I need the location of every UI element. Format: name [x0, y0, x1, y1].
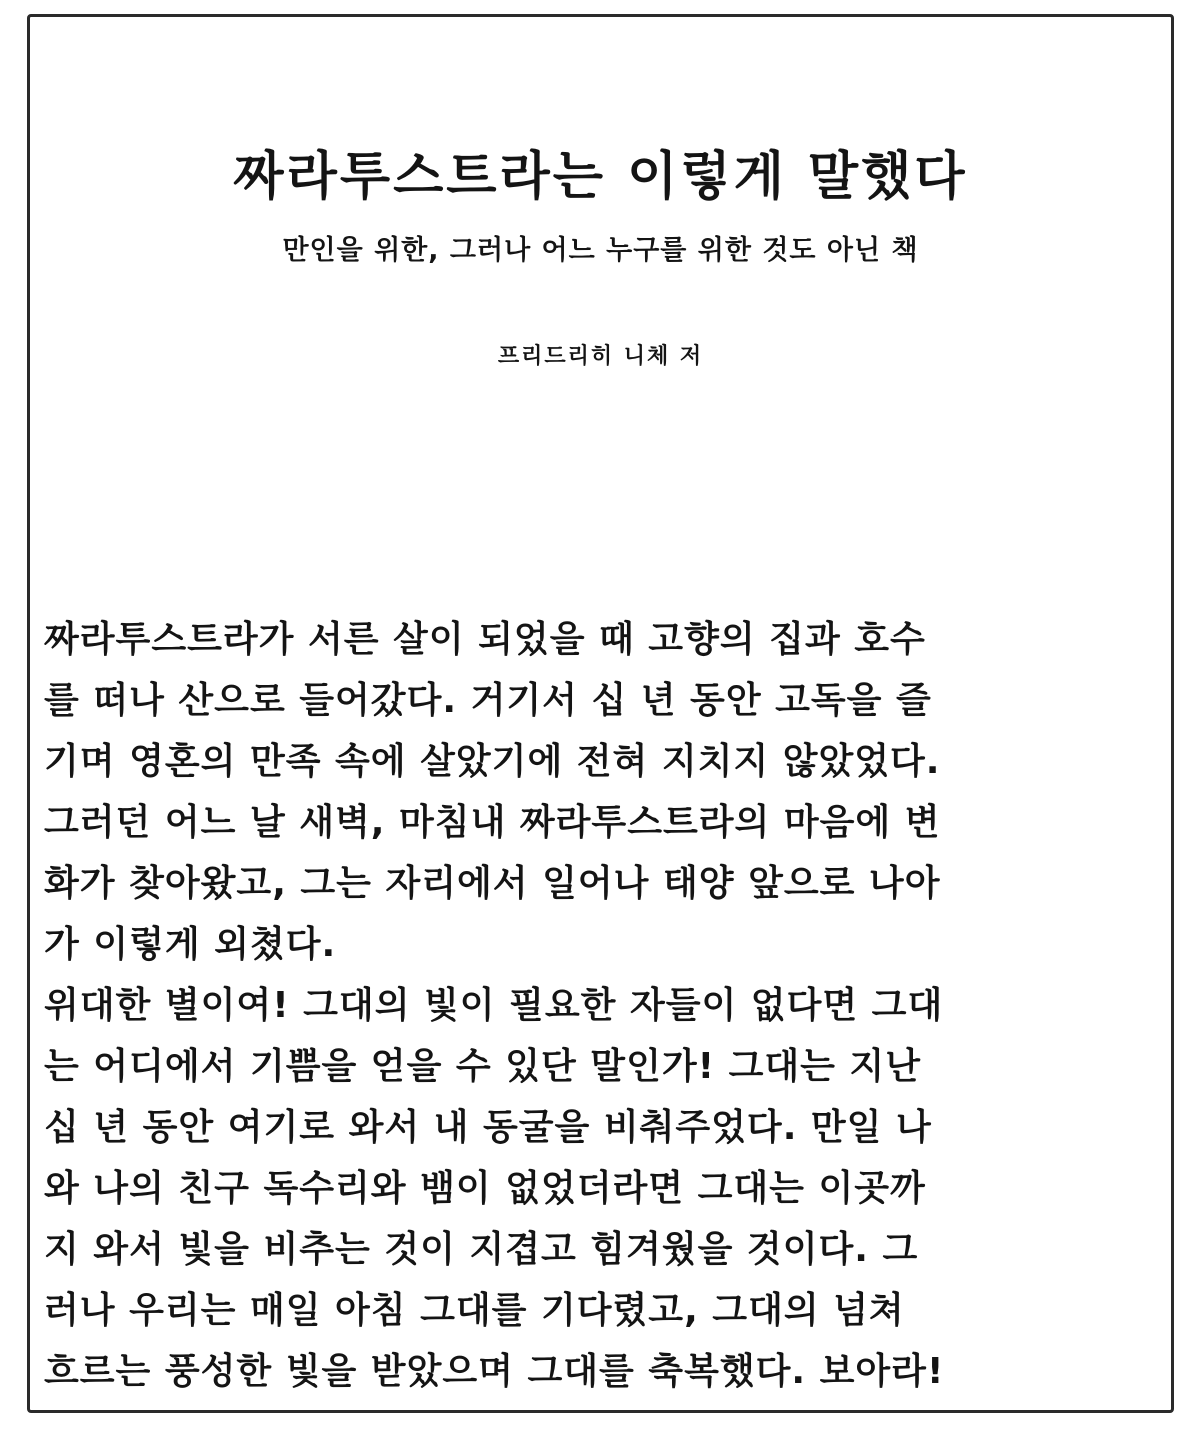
book-author: 프리드리히 니체 저	[497, 344, 704, 369]
body-line: 흐르는 풍성한 빛을 받았으며 그대를 축복했다. 보아라!	[44, 1351, 945, 1392]
page-frame	[27, 14, 1174, 1413]
body-line: 십 년 동안 여기로 와서 내 동굴을 비춰주었다. 만일 나	[44, 1107, 932, 1148]
body-line: 가 이렇게 외쳤다.	[44, 924, 337, 965]
body-line: 는 어디에서 기쁨을 얻을 수 있단 말인가! 그대는 지난	[44, 1046, 921, 1087]
book-title: 짜라투스트라는 이렇게 말했다	[233, 147, 968, 207]
body-line: 위대한 별이여! 그대의 빛이 필요한 자들이 없다면 그대	[44, 985, 944, 1026]
body-line: 기며 영혼의 만족 속에 살았기에 전혀 지치지 않았었다.	[44, 741, 941, 782]
body-line: 그러던 어느 날 새벽, 마침내 짜라투스트라의 마음에 변	[44, 802, 941, 843]
body-line: 러나 우리는 매일 아침 그대를 기다렸고, 그대의 넘쳐	[44, 1290, 905, 1331]
body-line: 와 나의 친구 독수리와 뱀이 없었더라면 그대는 이곳까	[44, 1168, 926, 1209]
body-line: 짜라투스트라가 서른 살이 되었을 때 고향의 집과 호수	[44, 619, 926, 660]
body-text	[44, 609, 1164, 1402]
book-subtitle: 만인을 위한, 그러나 어느 누구를 위한 것도 아닌 책	[282, 235, 919, 266]
body-line: 화가 찾아왔고, 그는 자리에서 일어나 태양 앞으로 나아	[44, 863, 941, 904]
body-line: 지 와서 빛을 비추는 것이 지겹고 힘겨웠을 것이다. 그	[44, 1229, 919, 1270]
body-line: 를 떠나 산으로 들어갔다. 거기서 십 년 동안 고독을 즐	[44, 680, 932, 721]
